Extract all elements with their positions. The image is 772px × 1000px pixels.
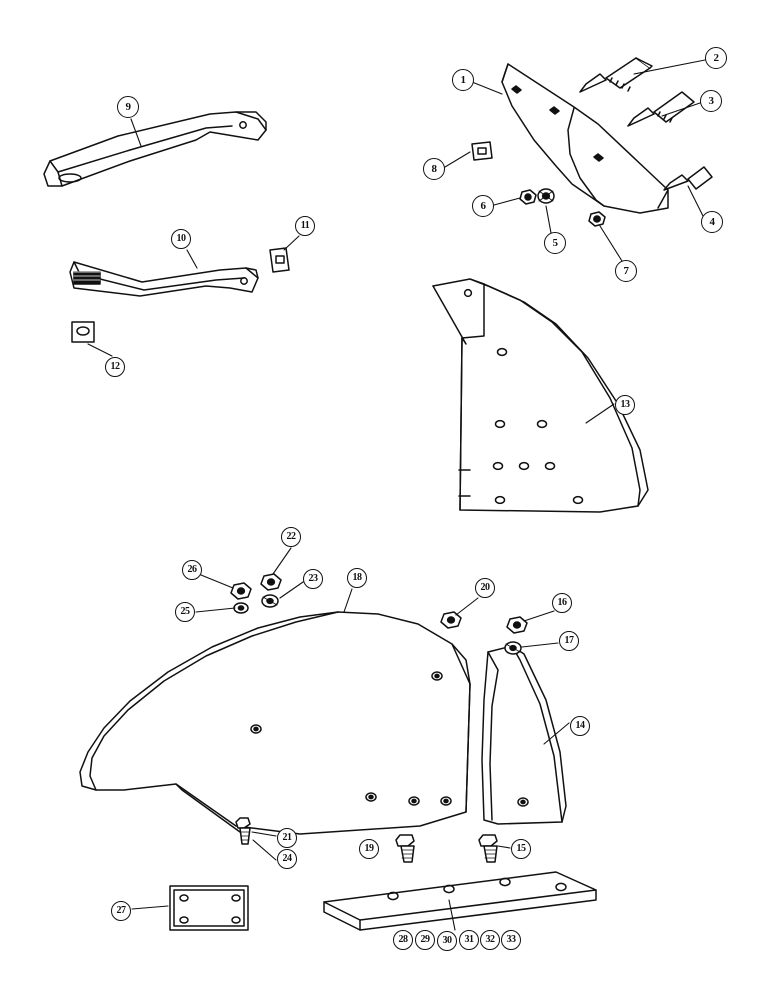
callout-8: 8 <box>423 158 445 180</box>
part-28-33-share-point <box>324 872 596 930</box>
part-22-hex-nut <box>261 574 281 590</box>
part-9-shin-brace <box>44 112 266 186</box>
callout-24: 24 <box>277 849 297 869</box>
callout-12: 12 <box>105 357 125 377</box>
part-15-plow-bolt <box>479 835 497 862</box>
callout-32: 32 <box>480 930 500 950</box>
callout-3: 3 <box>700 90 722 112</box>
part-13-moldboard-wing <box>433 279 648 512</box>
callout-15: 15 <box>511 839 531 859</box>
callout-21: 21 <box>277 828 297 848</box>
callout-33: 33 <box>501 930 521 950</box>
part-2-plow-bolt <box>580 58 652 92</box>
part-17-lock-washer <box>505 642 521 654</box>
callout-13: 13 <box>615 395 635 415</box>
part-6-hex-nut <box>520 190 536 204</box>
callout-6: 6 <box>472 195 494 217</box>
callout-19: 19 <box>359 839 379 859</box>
part-26-hex-nut <box>231 583 251 599</box>
part-25-lock-washer <box>234 603 248 613</box>
part-20-hex-nut <box>441 612 461 628</box>
part-18-moldboard-main <box>80 612 470 834</box>
callout-25: 25 <box>175 602 195 622</box>
callout-27: 27 <box>111 901 131 921</box>
callout-30: 30 <box>437 931 457 951</box>
callout-26: 26 <box>182 560 202 580</box>
callout-2: 2 <box>705 47 727 69</box>
callout-16: 16 <box>552 593 572 613</box>
callout-28: 28 <box>393 930 413 950</box>
callout-9: 9 <box>117 96 139 118</box>
callout-10: 10 <box>171 229 191 249</box>
callout-22: 22 <box>281 527 301 547</box>
part-27-mounting-plate <box>170 886 248 930</box>
callout-7: 7 <box>615 260 637 282</box>
callout-29: 29 <box>415 930 435 950</box>
part-7-hex-nut <box>589 212 605 226</box>
part-11-clip-plate <box>270 248 289 272</box>
callout-23: 23 <box>303 569 323 589</box>
callout-20: 20 <box>475 578 495 598</box>
part-5-lock-washer <box>538 189 554 203</box>
callout-31: 31 <box>459 930 479 950</box>
part-23-lock-washer <box>262 595 278 607</box>
callout-11: 11 <box>295 216 315 236</box>
callout-1: 1 <box>452 69 474 91</box>
part-19-plow-bolt <box>396 835 414 862</box>
part-10-shin-brace <box>70 262 258 296</box>
callout-5: 5 <box>544 232 566 254</box>
part-12-clip-plate <box>72 322 94 342</box>
part-8-clip-plate <box>472 142 492 160</box>
part-14-landside-rear <box>482 646 566 824</box>
callout-4: 4 <box>701 211 723 233</box>
callout-14: 14 <box>570 716 590 736</box>
callout-17: 17 <box>559 631 579 651</box>
callout-18: 18 <box>347 568 367 588</box>
part-16-hex-nut <box>507 617 527 633</box>
